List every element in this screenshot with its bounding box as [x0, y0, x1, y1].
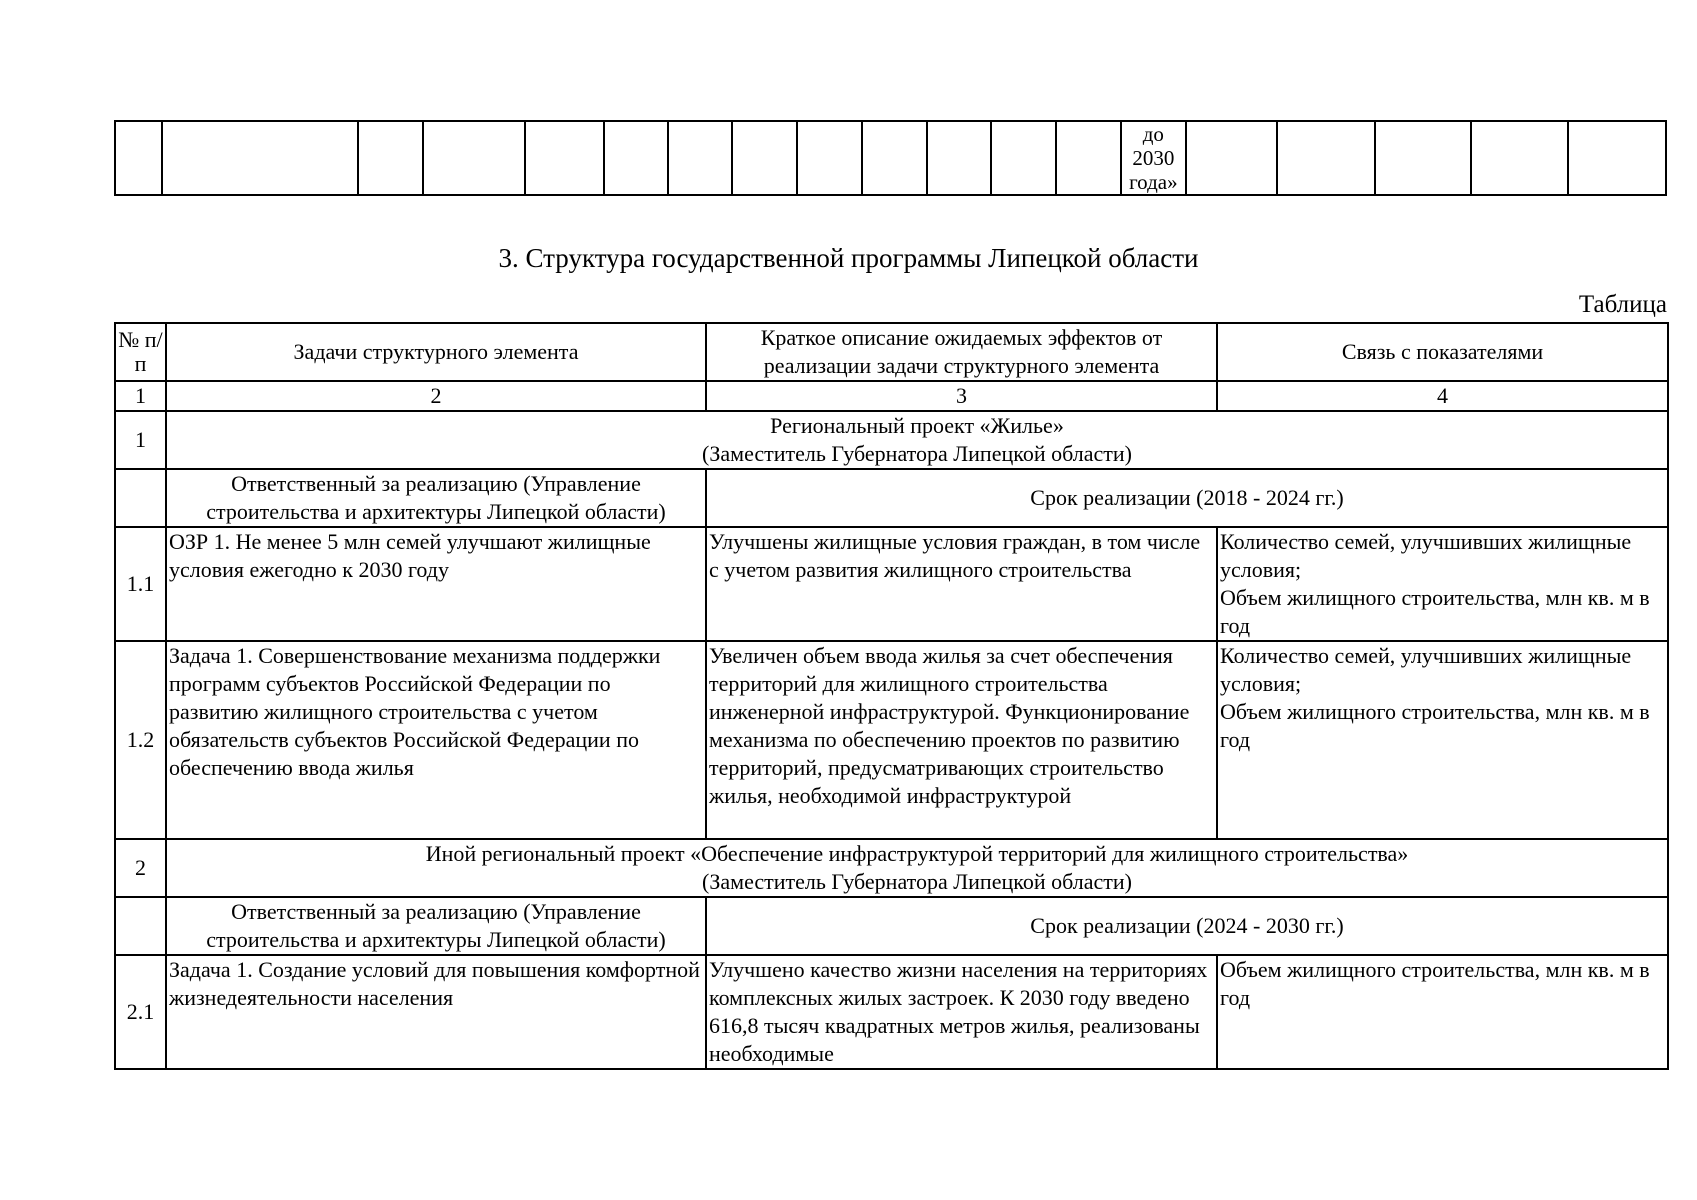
row-number: 2.1: [115, 955, 166, 1069]
table-row: [115, 641, 1668, 839]
header-indicators: Связь с показателями: [1217, 323, 1668, 381]
section-row: [115, 839, 1668, 897]
indicators-cell: Объем жилищного строительства, млн кв. м в год: [1217, 955, 1668, 1069]
cell: [991, 121, 1056, 195]
effects-cell: Увеличен объем ввода жилья за счет обеспечения территорий для жилищного строительства инженерной инфраструктурой. Функционирование механизма по обеспечению проектов по развитию территорий, предусматривающих строительство жилья, необходимой инфраструктурой: [706, 641, 1217, 839]
column-number: 1: [115, 381, 166, 411]
column-numbers-row: [115, 381, 1668, 411]
responsible-cell: Ответственный за реализацию (Управление строительства и архитектуры Липецкой области): [166, 469, 706, 527]
responsible-cell: Ответственный за реализацию (Управление строительства и архитектуры Липецкой области): [166, 897, 706, 955]
cell: [423, 121, 525, 195]
column-number: 4: [1217, 381, 1668, 411]
section-row: [115, 411, 1668, 469]
cell: [1568, 121, 1666, 195]
effects-cell: Улучшены жилищные условия граждан, в том числе с учетом развития жилищного строительства: [706, 527, 1217, 641]
continued-table-fragment: [114, 120, 1667, 196]
continued-table-row: [115, 121, 1666, 195]
cell: [604, 121, 669, 195]
cell: [358, 121, 423, 195]
cell: [862, 121, 927, 195]
term-cell: Срок реализации (2024 - 2030 гг.): [706, 897, 1668, 955]
column-number: 2: [166, 381, 706, 411]
table-row: [115, 955, 1668, 1069]
cell: [1056, 121, 1121, 195]
empty-cell: [115, 469, 166, 527]
empty-cell: [115, 897, 166, 955]
responsible-row: [115, 897, 1668, 955]
section-number: 1: [115, 411, 166, 469]
task-cell: Задача 1. Создание условий для повышения комфортной жизнедеятельности населения: [166, 955, 706, 1069]
effects-cell: Улучшено качество жизни населения на территориях комплексных жилых застроек. К 2030 году введено 616,8 тысяч квадратных метров жилья, реализованы необходимые: [706, 955, 1217, 1069]
responsible-row: [115, 469, 1668, 527]
cell: [1186, 121, 1277, 195]
task-cell: Задача 1. Совершенствование механизма поддержки программ субъектов Российской Федерации по развитию жилищного строительства с учетом обязательств субъектов Российской Федерации по обеспечению ввода жилья: [166, 641, 706, 839]
column-number: 3: [706, 381, 1217, 411]
cell: [1375, 121, 1472, 195]
cell: [1471, 121, 1568, 195]
indicators-cell: Количество семей, улучшивших жилищные условия; Объем жилищного строительства, млн кв. м в год: [1217, 641, 1668, 839]
section-title: 3. Структура государственной программы Липецкой области: [498, 243, 1199, 273]
section-title-cell: Иной региональный проект «Обеспечение инфраструктурой территорий для жилищного строительства» (Заместитель Губернатора Липецкой области): [166, 839, 1668, 897]
cell: [525, 121, 604, 195]
section-title-cell: Региональный проект «Жилье» (Заместитель Губернатора Липецкой области): [166, 411, 1668, 469]
header-effects: Краткое описание ожидаемых эффектов от реализации задачи структурного элемента: [706, 323, 1217, 381]
row-number: 1.2: [115, 641, 166, 839]
table-row: [115, 527, 1668, 641]
program-structure-table: [114, 322, 1669, 1070]
cell: [162, 121, 359, 195]
header-tasks: Задачи структурного элемента: [166, 323, 706, 381]
cell: [115, 121, 162, 195]
section-number: 2: [115, 839, 166, 897]
task-cell: ОЗР 1. Не менее 5 млн семей улучшают жилищные условия ежегодно к 2030 году: [166, 527, 706, 641]
indicators-cell: Количество семей, улучшивших жилищные условия; Объем жилищного строительства, млн кв. м в год: [1217, 527, 1668, 641]
table-header-row: [115, 323, 1668, 381]
term-cell: Срок реализации (2018 - 2024 гг.): [706, 469, 1668, 527]
cell: [797, 121, 862, 195]
cell: [1277, 121, 1375, 195]
row-number: 1.1: [115, 527, 166, 641]
header-number: № п/п: [115, 323, 166, 381]
cell: [668, 121, 732, 195]
table-caption: Таблица: [1578, 291, 1667, 318]
cell: до 2030 года»: [1121, 121, 1186, 195]
cell: [732, 121, 797, 195]
cell: [927, 121, 992, 195]
